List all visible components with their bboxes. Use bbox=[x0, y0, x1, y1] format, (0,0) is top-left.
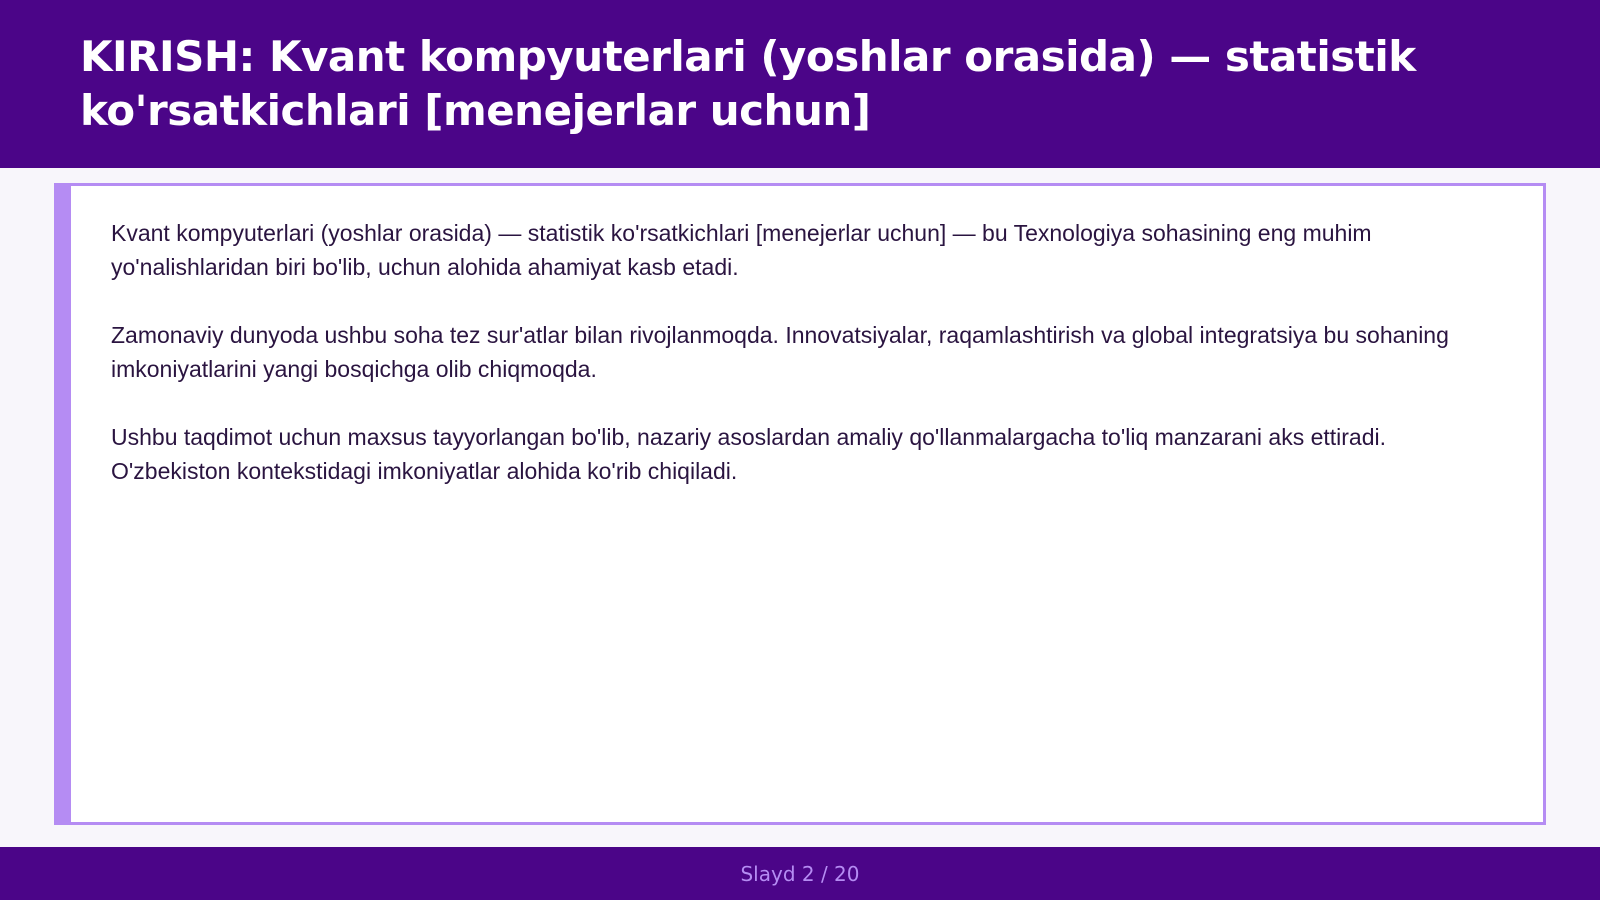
content-paragraph-3: Ushbu taqdimot uchun maxsus tayyorlangan bo'lib, nazariy asoslardan amaliy qo'llanmalargacha to'liq manzarani aks ettiradi. O'zbekiston kontekstidagi imkoniyatlar alohida ko'rib chiqiladi. bbox=[111, 424, 1387, 484]
slide-counter: Slayd 2 / 20 bbox=[740, 861, 860, 886]
slide-header bbox=[0, 0, 1600, 168]
content-card bbox=[54, 183, 1546, 825]
slide-footer bbox=[0, 847, 1600, 900]
content-paragraph-2: Zamonaviy dunyoda ushbu soha tez sur'atlar bilan rivojlanmoqda. Innovatsiyalar, raqamlashtirish va global integratsiya bu sohaning imkoniyatlarini yangi bosqichga olib chiqmoqda. bbox=[111, 322, 1449, 382]
content-paragraph-1: Kvant kompyuterlari (yoshlar orasida) — statistik ko'rsatkichlari [menejerlar uchun] — bu Texnologiya sohasining eng muhim yo'nalishlaridan biri bo'lib, uchun alohida ahamiyat kasb etadi. bbox=[111, 220, 1372, 280]
slide-title: KIRISH: Kvant kompyuterlari (yoshlar orasida) — statistik ko'rsatkichlari [menejerlar uchun] bbox=[80, 32, 1416, 135]
